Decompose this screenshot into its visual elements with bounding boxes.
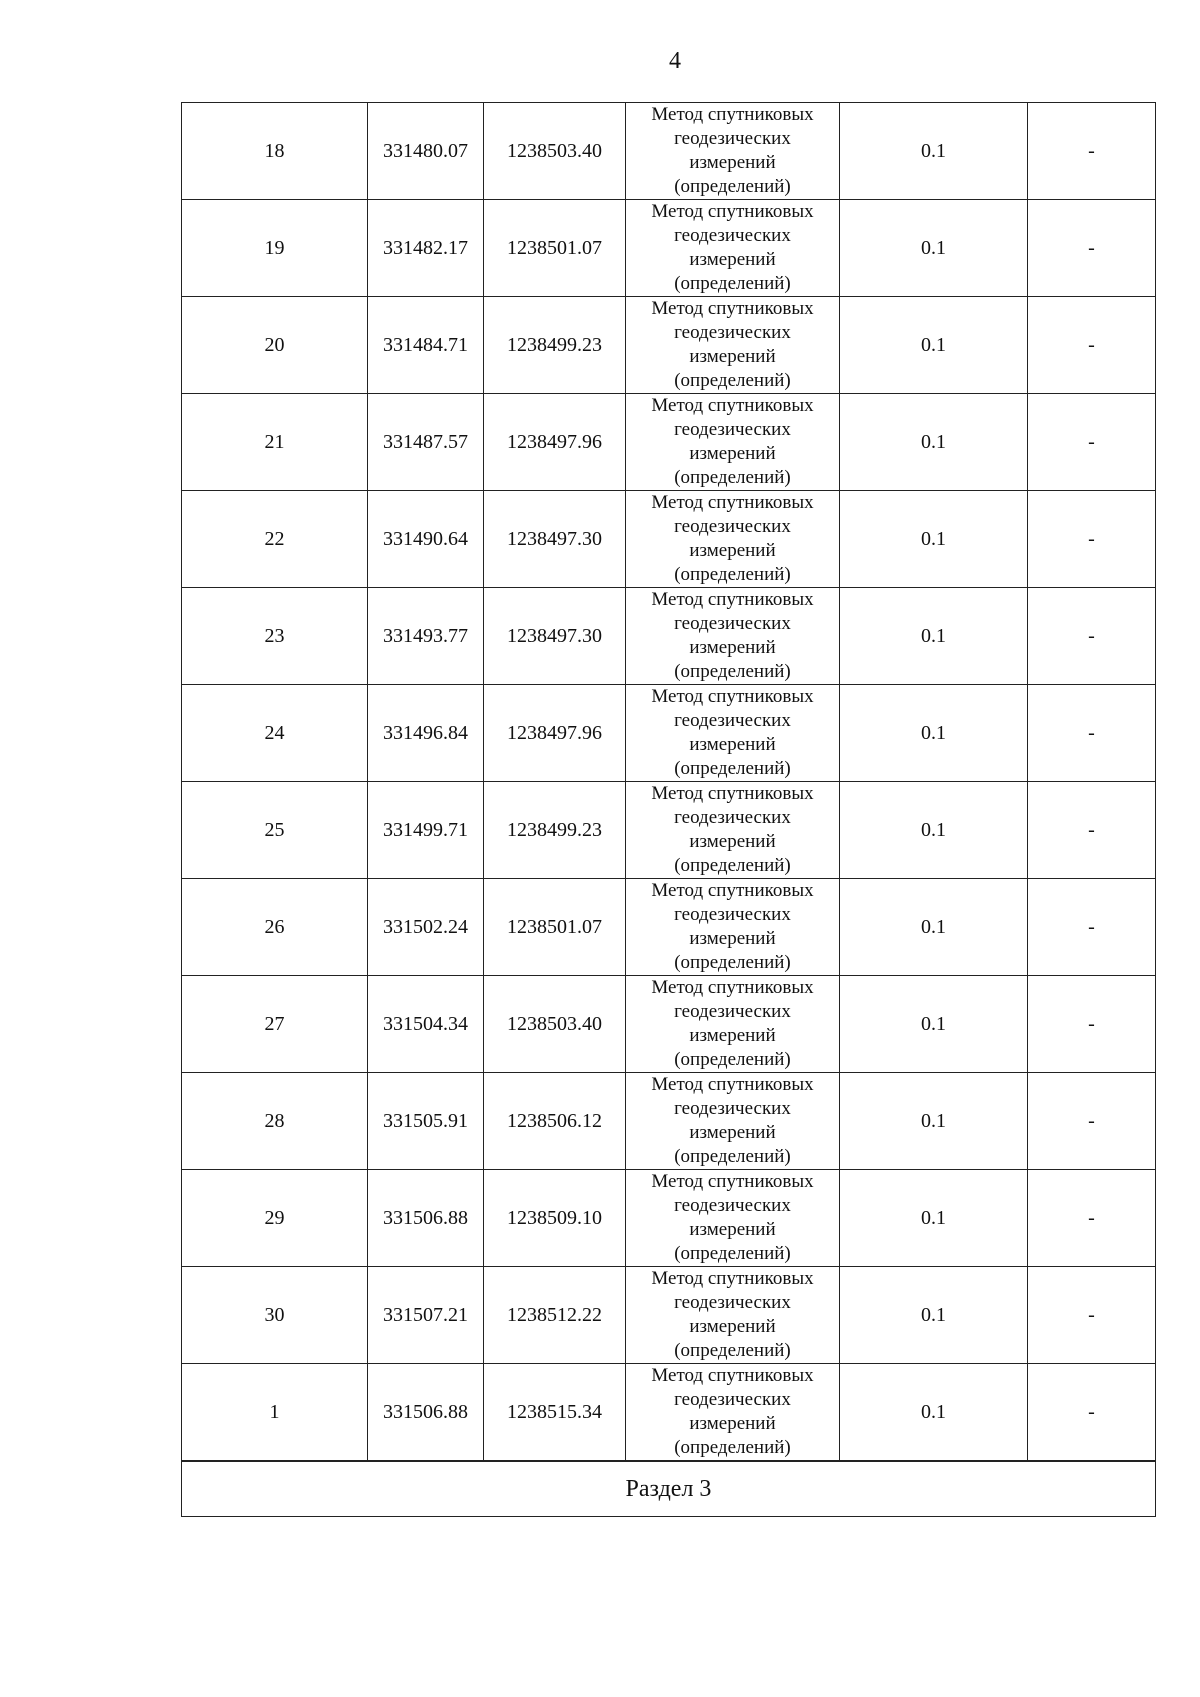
note-cell: - <box>1028 200 1156 297</box>
method-line: Метод спутниковых <box>651 880 814 901</box>
method-cell <box>626 1170 840 1267</box>
x-coordinate-cell: 331506.88 <box>368 1170 484 1267</box>
x-coordinate-cell: 331499.71 <box>368 782 484 879</box>
note-cell: - <box>1028 782 1156 879</box>
method-cell <box>626 394 840 491</box>
x-coordinate-cell: 331506.88 <box>368 1364 484 1462</box>
note-cell: - <box>1028 1073 1156 1170</box>
method-line: измерений <box>689 1219 776 1240</box>
method-line: (определений) <box>674 1243 791 1264</box>
method-line: измерений <box>689 152 776 173</box>
point-number-cell: 23 <box>182 588 368 685</box>
x-coordinate-cell: 331507.21 <box>368 1267 484 1364</box>
y-coordinate-cell: 1238497.30 <box>484 491 626 588</box>
x-coordinate-cell: 331490.64 <box>368 491 484 588</box>
method-line: измерений <box>689 443 776 464</box>
note-cell: - <box>1028 588 1156 685</box>
y-coordinate-cell: 1238506.12 <box>484 1073 626 1170</box>
point-number-cell: 22 <box>182 491 368 588</box>
table-row <box>182 1364 1156 1462</box>
x-coordinate-cell: 331493.77 <box>368 588 484 685</box>
method-line: (определений) <box>674 176 791 197</box>
accuracy-cell: 0.1 <box>840 1170 1028 1267</box>
method-line: измерений <box>689 346 776 367</box>
accuracy-cell: 0.1 <box>840 1267 1028 1364</box>
x-coordinate-cell: 331504.34 <box>368 976 484 1073</box>
table-row <box>182 103 1156 200</box>
method-line: (определений) <box>674 1146 791 1167</box>
table-row <box>182 782 1156 879</box>
method-line: геодезических <box>674 128 791 149</box>
method-line: геодезических <box>674 1098 791 1119</box>
method-line: Метод спутниковых <box>651 686 814 707</box>
method-line: (определений) <box>674 1340 791 1361</box>
y-coordinate-cell: 1238497.96 <box>484 394 626 491</box>
accuracy-cell: 0.1 <box>840 491 1028 588</box>
method-line: геодезических <box>674 1389 791 1410</box>
y-coordinate-cell: 1238501.07 <box>484 879 626 976</box>
method-cell <box>626 879 840 976</box>
section-title: Раздел 3 <box>182 1461 1156 1517</box>
page-number: 4 <box>669 48 681 74</box>
note-cell: - <box>1028 1170 1156 1267</box>
table-row <box>182 879 1156 976</box>
point-number-cell: 26 <box>182 879 368 976</box>
method-line: измерений <box>689 1122 776 1143</box>
method-cell <box>626 782 840 879</box>
x-coordinate-cell: 331505.91 <box>368 1073 484 1170</box>
table-row <box>182 1073 1156 1170</box>
coordinates-table <box>181 102 1156 1517</box>
point-number-cell: 28 <box>182 1073 368 1170</box>
method-line: Метод спутниковых <box>651 783 814 804</box>
y-coordinate-cell: 1238509.10 <box>484 1170 626 1267</box>
method-line: (определений) <box>674 661 791 682</box>
point-number-cell: 21 <box>182 394 368 491</box>
note-cell: - <box>1028 879 1156 976</box>
method-line: геодезических <box>674 419 791 440</box>
table-row <box>182 200 1156 297</box>
note-cell: - <box>1028 103 1156 200</box>
method-line: (определений) <box>674 1437 791 1458</box>
table-row <box>182 685 1156 782</box>
method-line: Метод спутниковых <box>651 1365 814 1386</box>
method-line: (определений) <box>674 273 791 294</box>
accuracy-cell: 0.1 <box>840 588 1028 685</box>
method-line: Метод спутниковых <box>651 1171 814 1192</box>
method-line: измерений <box>689 249 776 270</box>
point-number-cell: 27 <box>182 976 368 1073</box>
method-line: Метод спутниковых <box>651 298 814 319</box>
method-line: геодезических <box>674 1195 791 1216</box>
method-line: (определений) <box>674 370 791 391</box>
note-cell: - <box>1028 297 1156 394</box>
accuracy-cell: 0.1 <box>840 782 1028 879</box>
method-cell <box>626 297 840 394</box>
accuracy-cell: 0.1 <box>840 103 1028 200</box>
method-line: измерений <box>689 1316 776 1337</box>
y-coordinate-cell: 1238515.34 <box>484 1364 626 1462</box>
method-line: геодезических <box>674 904 791 925</box>
note-cell: - <box>1028 1364 1156 1462</box>
accuracy-cell: 0.1 <box>840 879 1028 976</box>
method-line: Метод спутниковых <box>651 201 814 222</box>
y-coordinate-cell: 1238497.30 <box>484 588 626 685</box>
method-line: Метод спутниковых <box>651 104 814 125</box>
method-cell <box>626 588 840 685</box>
method-line: измерений <box>689 637 776 658</box>
table-row <box>182 1267 1156 1364</box>
y-coordinate-cell: 1238503.40 <box>484 103 626 200</box>
method-line: геодезических <box>674 807 791 828</box>
table-row <box>182 976 1156 1073</box>
y-coordinate-cell: 1238501.07 <box>484 200 626 297</box>
method-line: геодезических <box>674 1001 791 1022</box>
method-line: геодезических <box>674 1292 791 1313</box>
x-coordinate-cell: 331496.84 <box>368 685 484 782</box>
method-line: геодезических <box>674 710 791 731</box>
method-line: Метод спутниковых <box>651 395 814 416</box>
note-cell: - <box>1028 491 1156 588</box>
accuracy-cell: 0.1 <box>840 1364 1028 1462</box>
method-line: измерений <box>689 734 776 755</box>
method-cell <box>626 103 840 200</box>
point-number-cell: 29 <box>182 1170 368 1267</box>
method-line: (определений) <box>674 564 791 585</box>
y-coordinate-cell: 1238512.22 <box>484 1267 626 1364</box>
x-coordinate-cell: 331482.17 <box>368 200 484 297</box>
accuracy-cell: 0.1 <box>840 394 1028 491</box>
method-line: Метод спутниковых <box>651 1268 814 1289</box>
y-coordinate-cell: 1238497.96 <box>484 685 626 782</box>
accuracy-cell: 0.1 <box>840 297 1028 394</box>
note-cell: - <box>1028 976 1156 1073</box>
point-number-cell: 1 <box>182 1364 368 1462</box>
method-cell <box>626 1267 840 1364</box>
accuracy-cell: 0.1 <box>840 685 1028 782</box>
method-cell <box>626 200 840 297</box>
coordinates-table-container <box>181 102 1155 1517</box>
method-cell <box>626 1364 840 1462</box>
accuracy-cell: 0.1 <box>840 976 1028 1073</box>
point-number-cell: 25 <box>182 782 368 879</box>
y-coordinate-cell: 1238499.23 <box>484 782 626 879</box>
method-line: Метод спутниковых <box>651 589 814 610</box>
note-cell: - <box>1028 394 1156 491</box>
method-cell <box>626 976 840 1073</box>
x-coordinate-cell: 331484.71 <box>368 297 484 394</box>
accuracy-cell: 0.1 <box>840 1073 1028 1170</box>
point-number-cell: 18 <box>182 103 368 200</box>
method-line: измерений <box>689 540 776 561</box>
method-line: измерений <box>689 928 776 949</box>
method-line: (определений) <box>674 467 791 488</box>
method-cell <box>626 685 840 782</box>
method-line: геодезических <box>674 613 791 634</box>
table-row <box>182 394 1156 491</box>
y-coordinate-cell: 1238499.23 <box>484 297 626 394</box>
method-line: Метод спутниковых <box>651 492 814 513</box>
section-row <box>182 1461 1156 1517</box>
method-line: измерений <box>689 1413 776 1434</box>
method-cell <box>626 491 840 588</box>
method-line: (определений) <box>674 952 791 973</box>
method-line: геодезических <box>674 225 791 246</box>
table-row <box>182 1170 1156 1267</box>
table-row <box>182 297 1156 394</box>
method-line: измерений <box>689 831 776 852</box>
method-line: (определений) <box>674 758 791 779</box>
point-number-cell: 24 <box>182 685 368 782</box>
method-cell <box>626 1073 840 1170</box>
method-line: (определений) <box>674 855 791 876</box>
point-number-cell: 30 <box>182 1267 368 1364</box>
table-row <box>182 491 1156 588</box>
point-number-cell: 20 <box>182 297 368 394</box>
method-line: геодезических <box>674 322 791 343</box>
x-coordinate-cell: 331487.57 <box>368 394 484 491</box>
note-cell: - <box>1028 1267 1156 1364</box>
point-number-cell: 19 <box>182 200 368 297</box>
table-row <box>182 588 1156 685</box>
y-coordinate-cell: 1238503.40 <box>484 976 626 1073</box>
x-coordinate-cell: 331502.24 <box>368 879 484 976</box>
x-coordinate-cell: 331480.07 <box>368 103 484 200</box>
method-line: измерений <box>689 1025 776 1046</box>
note-cell: - <box>1028 685 1156 782</box>
method-line: Метод спутниковых <box>651 977 814 998</box>
method-line: Метод спутниковых <box>651 1074 814 1095</box>
method-line: геодезических <box>674 516 791 537</box>
accuracy-cell: 0.1 <box>840 200 1028 297</box>
table-body <box>182 103 1156 1462</box>
method-line: (определений) <box>674 1049 791 1070</box>
